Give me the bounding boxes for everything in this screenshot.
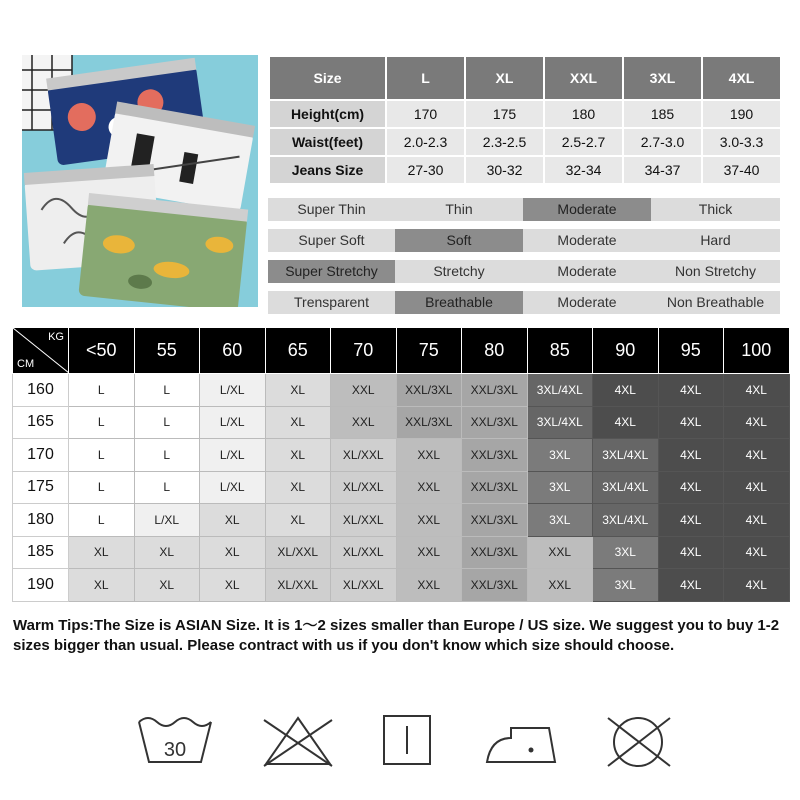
- jeans-cell: 34-37: [623, 156, 702, 184]
- waist-cell: 2.3-2.5: [465, 128, 544, 156]
- product-photo: [22, 55, 258, 307]
- weight-header-cell: 55: [134, 328, 200, 374]
- size-cell: 4XL: [658, 504, 724, 537]
- size-cell: 3XL: [527, 471, 593, 504]
- size-cell: XL/XXL: [331, 569, 397, 602]
- size-cell: 4XL: [658, 374, 724, 407]
- size-cell: 3XL: [593, 536, 659, 569]
- size-cell: L/XL: [200, 439, 266, 472]
- size-cell: XXL/3XL: [462, 536, 528, 569]
- weight-header-cell: 90: [593, 328, 659, 374]
- size-cell: XL: [134, 536, 200, 569]
- scale-option: Thin: [395, 198, 523, 221]
- size-cell: XXL: [331, 406, 397, 439]
- breathability-scale: [268, 291, 780, 314]
- size-cell: XL/XXL: [331, 471, 397, 504]
- size-cell: 3XL/4XL: [527, 374, 593, 407]
- size-cell: L: [69, 374, 135, 407]
- size-cell: 3XL/4XL: [593, 439, 659, 472]
- waist-cell: 3.0-3.3: [702, 128, 781, 156]
- size-header-xl: XL: [465, 56, 544, 100]
- size-cell: XXL: [396, 504, 462, 537]
- size-cell: XL: [200, 504, 266, 537]
- size-cell: XXL: [527, 569, 593, 602]
- size-cell: L/XL: [200, 406, 266, 439]
- cm-label: CM: [17, 358, 35, 370]
- weight-header-cell: 65: [265, 328, 331, 374]
- weight-header-cell: 95: [658, 328, 724, 374]
- waist-row: [269, 128, 781, 156]
- size-cell: XL: [200, 536, 266, 569]
- size-cell: XL/XXL: [265, 536, 331, 569]
- size-cell: 4XL: [658, 536, 724, 569]
- size-cell: XXL: [396, 471, 462, 504]
- height-cell: 175: [465, 100, 544, 128]
- size-cell: XL: [265, 471, 331, 504]
- dry-icon: [380, 710, 450, 770]
- size-cell: 4XL: [658, 439, 724, 472]
- wash-temperature: 30: [163, 739, 187, 761]
- size-cell: XXL/3XL: [396, 406, 462, 439]
- scale-option-selected: Soft: [395, 229, 523, 252]
- size-cell: L: [69, 504, 135, 537]
- size-cell: 3XL: [527, 504, 593, 537]
- size-cell: L: [69, 439, 135, 472]
- scale-option: Thick: [651, 198, 780, 221]
- size-cell: 4XL: [724, 406, 790, 439]
- jeans-row-label: Jeans Size: [269, 156, 386, 184]
- size-cell: 3XL: [593, 569, 659, 602]
- scale-option: Moderate: [523, 291, 651, 314]
- waist-cell: 2.0-2.3: [386, 128, 465, 156]
- height-cell: 185: [13, 536, 69, 569]
- height-cell: 190: [13, 569, 69, 602]
- size-header-4xl: 4XL: [702, 56, 781, 100]
- size-cell: 3XL/4XL: [593, 504, 659, 537]
- size-cell: XL: [265, 439, 331, 472]
- size-cell: L: [134, 471, 200, 504]
- jeans-cell: 30-32: [465, 156, 544, 184]
- wash-30-icon: [135, 710, 205, 770]
- warm-tips: Warm Tips:The Size is ASIAN Size. It is 1～2 sizes smaller than Europe / US size. We suggest you to buy 1-2 sizes bigger than usual. Please contract with us if you don't know which size should choose.: [13, 617, 780, 654]
- waist-row-label: Waist(feet): [269, 128, 386, 156]
- height-cell: 175: [13, 471, 69, 504]
- size-cell: 4XL: [724, 504, 790, 537]
- height-cell: 160: [13, 374, 69, 407]
- size-header: Size: [269, 56, 386, 100]
- size-cell: 3XL: [527, 439, 593, 472]
- size-cell: 3XL/4XL: [593, 471, 659, 504]
- scale-option: Stretchy: [395, 260, 523, 283]
- jeans-cell: 27-30: [386, 156, 465, 184]
- height-cell: 165: [13, 406, 69, 439]
- no-dry-clean-icon: [600, 710, 670, 770]
- weight-height-size-table: [12, 327, 790, 602]
- size-cell: XL: [265, 406, 331, 439]
- size-row: [13, 406, 790, 439]
- size-cell: XXL/3XL: [462, 569, 528, 602]
- jeans-cell: 37-40: [702, 156, 781, 184]
- height-cell: 185: [623, 100, 702, 128]
- size-cell: 4XL: [658, 471, 724, 504]
- size-cell: L: [134, 406, 200, 439]
- weight-header-row: [13, 328, 790, 374]
- size-cell: XL/XXL: [265, 569, 331, 602]
- scale-option: Non Stretchy: [651, 260, 780, 283]
- size-cell: XL/XXL: [331, 504, 397, 537]
- size-row: [13, 471, 790, 504]
- weight-header-cell: 70: [331, 328, 397, 374]
- size-cell: XL: [69, 536, 135, 569]
- size-cell: XXL: [331, 374, 397, 407]
- size-cell: XL/XXL: [331, 439, 397, 472]
- size-cell: XL: [265, 374, 331, 407]
- size-cell: L/XL: [200, 471, 266, 504]
- no-bleach-icon: [258, 710, 328, 770]
- size-chart-table: [268, 55, 782, 185]
- size-cell: 4XL: [724, 471, 790, 504]
- waist-cell: 2.7-3.0: [623, 128, 702, 156]
- size-cell: XXL/3XL: [462, 439, 528, 472]
- size-cell: XXL/3XL: [462, 406, 528, 439]
- size-cell: XL: [200, 569, 266, 602]
- size-cell: XXL/3XL: [462, 504, 528, 537]
- weight-header-cell: 100: [724, 328, 790, 374]
- weight-header-cell: 80: [462, 328, 528, 374]
- weight-header-cell: 75: [396, 328, 462, 374]
- scale-option: Super Soft: [268, 229, 395, 252]
- height-cell: 190: [702, 100, 781, 128]
- height-cell: 180: [13, 504, 69, 537]
- size-cell: XXL: [396, 536, 462, 569]
- size-row: [13, 439, 790, 472]
- scale-option: Trensparent: [268, 291, 395, 314]
- height-cell: 170: [386, 100, 465, 128]
- scale-option: Moderate: [523, 260, 651, 283]
- size-row: [13, 569, 790, 602]
- size-cell: 3XL/4XL: [527, 406, 593, 439]
- size-cell: XL: [265, 504, 331, 537]
- size-cell: L: [69, 471, 135, 504]
- height-cell: 170: [13, 439, 69, 472]
- scale-option: Hard: [651, 229, 780, 252]
- softness-scale: [268, 229, 780, 252]
- size-row: [13, 504, 790, 537]
- size-row: [13, 536, 790, 569]
- size-header-xxl: XXL: [544, 56, 623, 100]
- size-cell: XXL: [396, 439, 462, 472]
- size-cell: L/XL: [134, 504, 200, 537]
- waist-cell: 2.5-2.7: [544, 128, 623, 156]
- product-photo-illustration: [22, 55, 258, 307]
- size-cell: L: [134, 439, 200, 472]
- size-cell: 4XL: [593, 406, 659, 439]
- height-cell: 180: [544, 100, 623, 128]
- scale-option-selected: Moderate: [523, 198, 651, 221]
- stretch-scale: [268, 260, 780, 283]
- size-cell: L/XL: [200, 374, 266, 407]
- scale-option: Moderate: [523, 229, 651, 252]
- kg-label: KG: [48, 331, 64, 343]
- scale-option-selected: Super Stretchy: [268, 260, 395, 283]
- size-cell: 4XL: [724, 439, 790, 472]
- size-cell: XXL/3XL: [462, 374, 528, 407]
- iron-low-icon: [485, 710, 555, 770]
- height-row-label: Height(cm): [269, 100, 386, 128]
- size-cell: XXL: [396, 569, 462, 602]
- size-cell: L: [134, 374, 200, 407]
- size-cell: XL: [134, 569, 200, 602]
- size-cell: L: [69, 406, 135, 439]
- kg-cm-corner: [13, 328, 69, 374]
- jeans-row: [269, 156, 781, 184]
- scale-option: Non Breathable: [651, 291, 780, 314]
- size-header-l: L: [386, 56, 465, 100]
- jeans-cell: 32-34: [544, 156, 623, 184]
- thickness-scale: [268, 198, 780, 221]
- size-cell: XL: [69, 569, 135, 602]
- scale-option-selected: Breathable: [395, 291, 523, 314]
- size-cell: 4XL: [593, 374, 659, 407]
- size-cell: XXL/3XL: [462, 471, 528, 504]
- weight-header-cell: 85: [527, 328, 593, 374]
- size-cell: XXL/3XL: [396, 374, 462, 407]
- size-cell: XL/XXL: [331, 536, 397, 569]
- size-cell: 4XL: [724, 536, 790, 569]
- weight-header-cell: 60: [200, 328, 266, 374]
- size-row: [13, 374, 790, 407]
- size-cell: 4XL: [658, 406, 724, 439]
- size-cell: 4XL: [724, 569, 790, 602]
- height-row: [269, 100, 781, 128]
- size-cell: 4XL: [724, 374, 790, 407]
- size-cell: XXL: [527, 536, 593, 569]
- size-cell: 4XL: [658, 569, 724, 602]
- size-chart-header-row: [269, 56, 781, 100]
- scale-option: Super Thin: [268, 198, 395, 221]
- weight-header-cell: <50: [69, 328, 135, 374]
- size-header-3xl: 3XL: [623, 56, 702, 100]
